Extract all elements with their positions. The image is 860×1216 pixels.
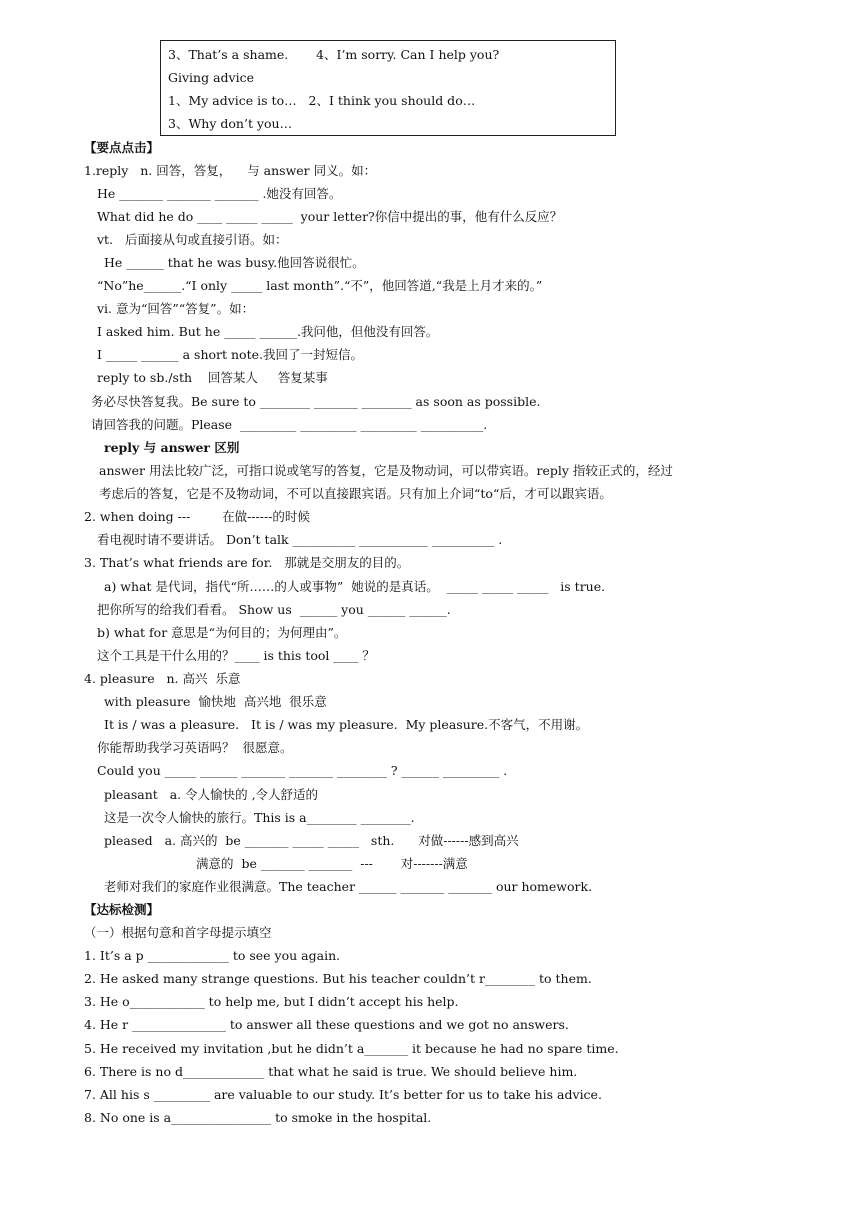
point-1-subheading: reply 与 answer 区别: [104, 440, 240, 455]
point-1-line: 考虑后的答复，它是不及物动词，不可以直接跟宾语。只有加上介词“to“后，才可以跟宾语。: [99, 486, 612, 501]
point-1-line: 请回答我的问题。Please _________ _________ _________ __________.: [91, 417, 488, 432]
point-4-line: 满意的 be _______ _______ --- 对-------满意: [196, 856, 468, 871]
point-1-line: vt. 后面接从句或直接引语。如：: [97, 232, 288, 247]
point-2-when-doing: 2. when doing --- 在做------的时候: [84, 509, 310, 524]
point-4-pleasure: 4. pleasure n. 高兴 乐意: [84, 671, 241, 686]
point-1-line: I asked him. But he _____ ______.我问他，但他没有回答。: [97, 324, 439, 339]
box-line-3: 1、My advice is to… 2、I think you should do…: [168, 93, 476, 108]
test-question-7: 7. All his s _________ are valuable to our study. It’s better for us to take his advice.: [84, 1087, 602, 1102]
point-1-line: He ______ that he was busy.他回答说很忙。: [104, 255, 365, 270]
point-3-what-for: 3. That’s what friends are for. 那就是交朋友的目的。: [84, 555, 410, 570]
section-test-heading: 【达标检测】: [84, 902, 160, 917]
box-line-1: 3、That’s a shame. 4、I’m sorry. Can I help you?: [168, 47, 500, 62]
test-question-6: 6. There is no d_____________ that what he said is true. We should believe him.: [84, 1064, 578, 1079]
test-question-4: 4. He r _______________ to answer all these questions and we got no answers.: [84, 1017, 569, 1032]
test-question-3: 3. He o____________ to help me, but I didn’t accept his help.: [84, 994, 459, 1009]
point-1-line: I _____ ______ a short note.我回了一封短信。: [97, 347, 363, 362]
point-4-pleased: pleased a. 高兴的 be _______ _____ _____ sth. 对做------感到高兴: [104, 833, 519, 848]
point-4-line: Could you _____ ______ _______ _______ ________ ? ______ _________ .: [97, 763, 508, 778]
test-question-5: 5. He received my invitation ,but he didn’t a_______ it because he had no spare time.: [84, 1041, 619, 1056]
point-3-line: b) what for 意思是“为何目的；为何理由”。: [97, 625, 347, 640]
point-1-line: “No”he______.“I only _____ last month”.“不”，他回答道,“我是上月才来的。”: [97, 278, 543, 293]
point-4-line: with pleasure 愉快地 高兴地 很乐意: [104, 694, 327, 709]
point-2-line: 看电视时请不要讲话。 Don’t talk __________ ___________ __________ .: [97, 532, 503, 547]
point-4-pleasant: pleasant a. 令人愉快的 ,令人舒适的: [104, 787, 319, 802]
point-1-line: vi. 意为“回答”“答复”。如：: [97, 301, 255, 316]
point-1-line: answer 用法比较广泛，可指口说或笔写的答复，它是及物动词，可以带宾语。reply 指较正式的，经过: [99, 463, 673, 478]
box-line-2: Giving advice: [168, 70, 254, 85]
point-3-line: 把你所写的给我们看看。 Show us ______ you ______ ______.: [97, 602, 451, 617]
point-3-line: a) what 是代词，指代“所……的人或事物” 她说的是真话。 _____ _____ _____ is true.: [104, 579, 606, 594]
point-4-line: 这是一次令人愉快的旅行。This is a________ ________.: [104, 810, 415, 825]
test-question-1: 1. It’s a p _____________ to see you again.: [84, 948, 341, 963]
point-4-line: 你能帮助我学习英语吗？ 很愿意。: [97, 740, 293, 755]
point-1-line: He _______ _______ _______ .她没有回答。: [97, 186, 342, 201]
point-3-line: 这个工具是干什么用的？____ is this tool ____ ？: [97, 648, 375, 663]
section-points-heading: 【要点点击】: [84, 140, 160, 155]
box-line-4: 3、Why don’t you…: [168, 116, 293, 131]
point-1-line: reply to sb./sth 回答某人 答复某事: [97, 370, 328, 385]
point-4-line: 老师对我们的家庭作业很满意。The teacher ______ _______ _______ our homework.: [104, 879, 593, 894]
point-4-line: It is / was a pleasure. It is / was my pleasure. My pleasure.不客气，不用谢。: [104, 717, 589, 732]
test-question-2: 2. He asked many strange questions. But his teacher couldn’t r________ to them.: [84, 971, 592, 986]
point-1-line: What did he do ____ _____ _____ your letter?你信中提出的事，他有什么反应？: [97, 209, 563, 224]
test-question-8: 8. No one is a________________ to smoke in the hospital.: [84, 1110, 432, 1125]
test-instruction: （一）根据句意和首字母提示填空: [84, 925, 272, 940]
point-1-line: 务必尽快答复我。Be sure to ________ _______ ________ as soon as possible.: [91, 394, 541, 409]
point-1-reply: 1.reply n. 回答，答复， 与 answer 同义。如：: [84, 163, 377, 178]
